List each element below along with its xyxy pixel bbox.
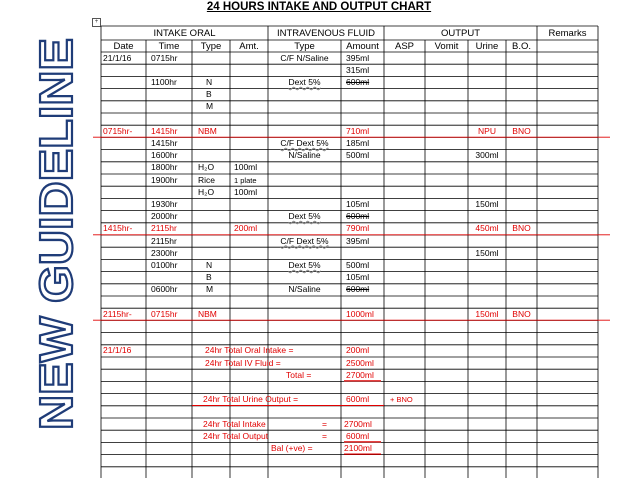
svg-text:NEW GUIDELINE: NEW GUIDELINE xyxy=(30,59,82,430)
summary-output-label: 24hr Total Output xyxy=(203,430,269,441)
group-header-intravenous: INTRAVENOUS FLUID xyxy=(276,28,375,39)
row-oral-amount: 1 plate xyxy=(234,175,257,185)
row-urine: 150ml xyxy=(475,308,499,319)
row-iv-type: Dext 5% xyxy=(288,259,321,270)
column-header-amt: Amt. xyxy=(239,41,259,52)
summary-bno-note: + BNO xyxy=(390,395,413,405)
group-header-remarks: Remarks xyxy=(548,28,587,39)
row-iv-amount: 395ml xyxy=(346,235,370,246)
row-time: 2300hr xyxy=(151,247,178,258)
row-oral-amount: 200ml xyxy=(234,223,258,234)
table-move-handle[interactable]: + xyxy=(92,18,101,27)
summary-urine-value: 600ml xyxy=(346,394,370,405)
row-time: 2115hr xyxy=(151,223,177,234)
row-iv-amount: 105ml xyxy=(346,198,370,209)
column-header-urine: Urine xyxy=(475,41,499,52)
summary-iv-label: 24hr Total IV Fluid = xyxy=(205,357,281,368)
row-oral-type: M xyxy=(206,284,214,295)
row-oral-type: B xyxy=(206,89,212,100)
row-iv-type: C/F N/Saline xyxy=(280,52,329,63)
row-time: 1415hr xyxy=(151,125,178,136)
row-oral-type: H₂O xyxy=(198,186,215,197)
row-oral-type: H₂O xyxy=(198,162,215,173)
row-time: 1600hr xyxy=(151,150,178,161)
row-oral-type: M xyxy=(206,101,214,112)
row-urine: 150ml xyxy=(475,198,499,209)
row-oral-type: B xyxy=(206,272,212,283)
row-time: 2115hr xyxy=(151,235,177,246)
row-oral-type: NBM xyxy=(198,125,217,136)
summary-oral-label: 24hr Total Oral Intake = xyxy=(205,345,294,356)
row-iv-amount: 790ml xyxy=(346,223,370,234)
column-header-iv_type: Type xyxy=(294,41,315,52)
row-iv-amount: 600ml xyxy=(346,211,370,222)
column-header-vomit: Vomit xyxy=(434,41,459,52)
summary-output-eq: = xyxy=(322,430,327,441)
column-header-amount: Amount xyxy=(346,41,379,52)
column-header-time: Time xyxy=(158,41,180,52)
summary-iv-value: 2500ml xyxy=(346,357,374,368)
summary-balance-value: 2100ml xyxy=(344,442,372,453)
row-iv-amount: 710ml xyxy=(346,125,370,136)
row-bo: BNO xyxy=(512,125,531,136)
summary-balance-label: Bal (+ve) = xyxy=(271,442,313,453)
row-urine: 300ml xyxy=(475,150,499,161)
column-header-type: Type xyxy=(200,41,222,52)
row-time: 1100hr xyxy=(151,76,177,87)
group-header-output: OUTPUT xyxy=(440,28,481,39)
row-iv-type: N/Saline xyxy=(288,150,321,161)
row-oral-type: Rice xyxy=(198,174,216,185)
row-iv-amount: 1000ml xyxy=(346,308,374,319)
row-time: 1415hr xyxy=(151,137,178,148)
row-iv-type: Dext 5% xyxy=(288,76,321,87)
row-time: 0715hr xyxy=(151,52,178,63)
chart-title: 24 HOURS INTAKE AND OUTPUT CHART xyxy=(206,1,432,13)
row-date: 21/1/16 xyxy=(103,52,132,63)
row-iv-amount: 600ml xyxy=(346,76,370,87)
row-time: 0715hr xyxy=(151,308,178,319)
row-iv-amount: 500ml xyxy=(346,150,370,161)
row-urine: NPU xyxy=(478,125,496,136)
row-iv-amount: 395ml xyxy=(346,52,370,63)
summary-total-label: Total = xyxy=(286,369,312,380)
row-date: 2115hr- xyxy=(103,308,132,319)
row-time: 0600hr xyxy=(151,284,178,295)
row-time: 1930hr xyxy=(151,198,178,209)
summary-intake-label: 24hr Total Intake xyxy=(203,418,266,429)
row-time: 1900hr xyxy=(151,174,178,185)
column-header-date: Date xyxy=(113,41,134,52)
summary-date: 21/1/16 xyxy=(103,345,132,356)
row-oral-type: N xyxy=(206,259,213,270)
summary-intake-eq: = xyxy=(322,418,327,429)
row-time: 2000hr xyxy=(151,211,178,222)
row-time: 1800hr xyxy=(151,162,178,173)
row-date: 1415hr- xyxy=(103,223,133,234)
row-oral-type: NBM xyxy=(198,308,217,319)
row-time: 0100hr xyxy=(151,259,178,270)
group-header-intake-oral: INTAKE ORAL xyxy=(153,28,216,39)
row-iv-type: C/F Dext 5% xyxy=(280,235,329,246)
row-oral-type: N xyxy=(206,76,213,87)
summary-total-value: 2700ml xyxy=(346,369,374,380)
summary-oral-value: 200ml xyxy=(346,345,370,356)
row-iv-amount: 500ml xyxy=(346,259,370,270)
row-iv-type: Dext 5% xyxy=(288,211,321,222)
row-date: 0715hr- xyxy=(103,125,133,136)
column-header-asp: ASP xyxy=(394,41,414,52)
summary-urine-label: 24hr Total Urine Output = xyxy=(203,394,299,405)
row-oral-amount: 100ml xyxy=(234,186,258,197)
row-iv-amount: 105ml xyxy=(346,272,370,283)
row-iv-type: N/Saline xyxy=(288,284,321,295)
row-bo: BNO xyxy=(512,223,531,234)
row-bo: BNO xyxy=(512,308,531,319)
row-urine: 150ml xyxy=(475,247,499,258)
row-iv-amount: 315ml xyxy=(346,64,370,75)
column-header-bo: B.O. xyxy=(511,41,531,52)
row-iv-type: C/F Dext 5% xyxy=(280,137,329,148)
row-oral-amount: 100ml xyxy=(234,162,258,173)
row-urine: 450ml xyxy=(475,223,499,234)
row-iv-amount: 185ml xyxy=(346,137,370,148)
summary-intake-value: 2700ml xyxy=(344,418,372,429)
row-iv-amount: 600ml xyxy=(346,284,370,295)
summary-output-value: 600ml xyxy=(346,430,370,441)
